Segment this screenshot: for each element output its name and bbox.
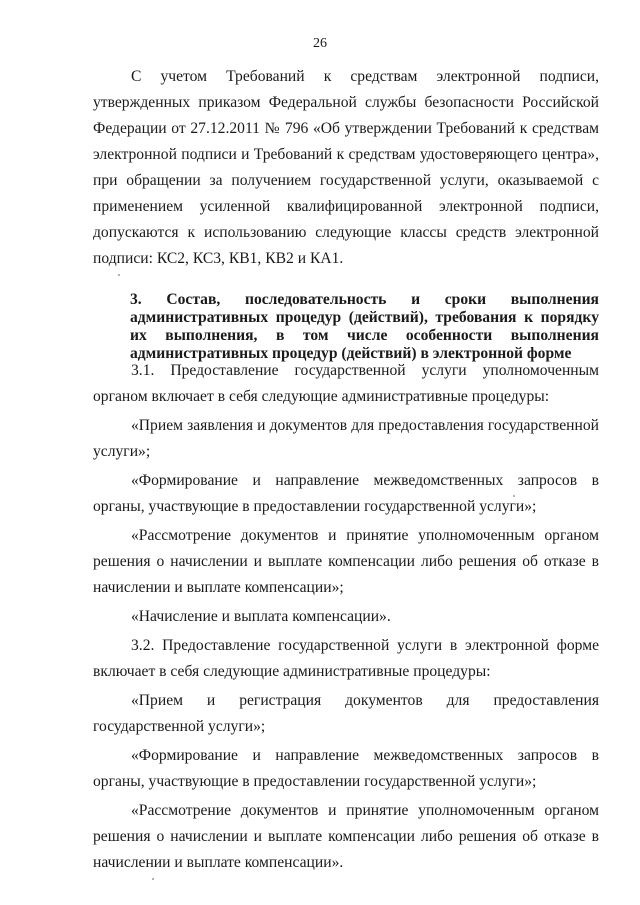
- list-item: «Рассмотрение документов и принятие уполномоченным органом решения о начислении и выплате компенсации либо решения об отказе в начислении и выплате компенсации»;: [93, 527, 599, 596]
- scan-speck: [118, 274, 120, 276]
- page-number: 26: [313, 36, 327, 51]
- intro-paragraph: С учетом Требований к средствам электронной подписи, утвержденных приказом Федеральной службы безопасности Российской Федерации от 27.12.2011 № 796 «Об утверждении Требований к средствам электронной подписи и Требований к средствам удостоверяющего центра», при обращении за получением государственной услуги, оказываемой с применением усиленной квалифицированной электронной подписи, допускаются к использованию следующие классы средств электронной подписи: КС2, КС3, КВ1, КВ2 и КА1.: [93, 68, 599, 267]
- list-item: «Прием и регистрация документов для предоставления государственной услуги»;: [93, 692, 599, 735]
- scan-speck: [152, 878, 154, 880]
- list-item: «Начисление и выплата компенсации».: [131, 608, 391, 625]
- paragraph-3-1: 3.1. Предоставление государственной услуги уполномоченным органом включает в себя следующие административные процедуры:: [93, 362, 599, 405]
- section-heading: 3. Состав, последовательность и сроки выполнения административных процедур (действий), требования к порядку их выполнения, в том числе особенности выполнения административных процедур (действий) в электронной форме: [130, 291, 599, 362]
- list-item: «Формирование и направление межведомственных запросов в органы, участвующие в предоставлении государственной услуги»;: [93, 472, 599, 515]
- list-item: «Прием заявления и документов для предоставления государственной услуги»;: [93, 417, 599, 460]
- list-item: «Формирование и направление межведомственных запросов в органы, участвующие в предоставлении государственной услуги»;: [93, 747, 599, 790]
- paragraph-3-2: 3.2. Предоставление государственной услуги в электронной форме включает в себя следующие административные процедуры:: [93, 637, 599, 680]
- procedures-block: [93, 358, 599, 876]
- scan-speck: [513, 495, 515, 497]
- list-item: «Рассмотрение документов и принятие уполномоченным органом решения о начислении и выплате компенсации либо решения об отказе в начислении и выплате компенсации».: [93, 802, 599, 871]
- intro-block: [93, 64, 599, 272]
